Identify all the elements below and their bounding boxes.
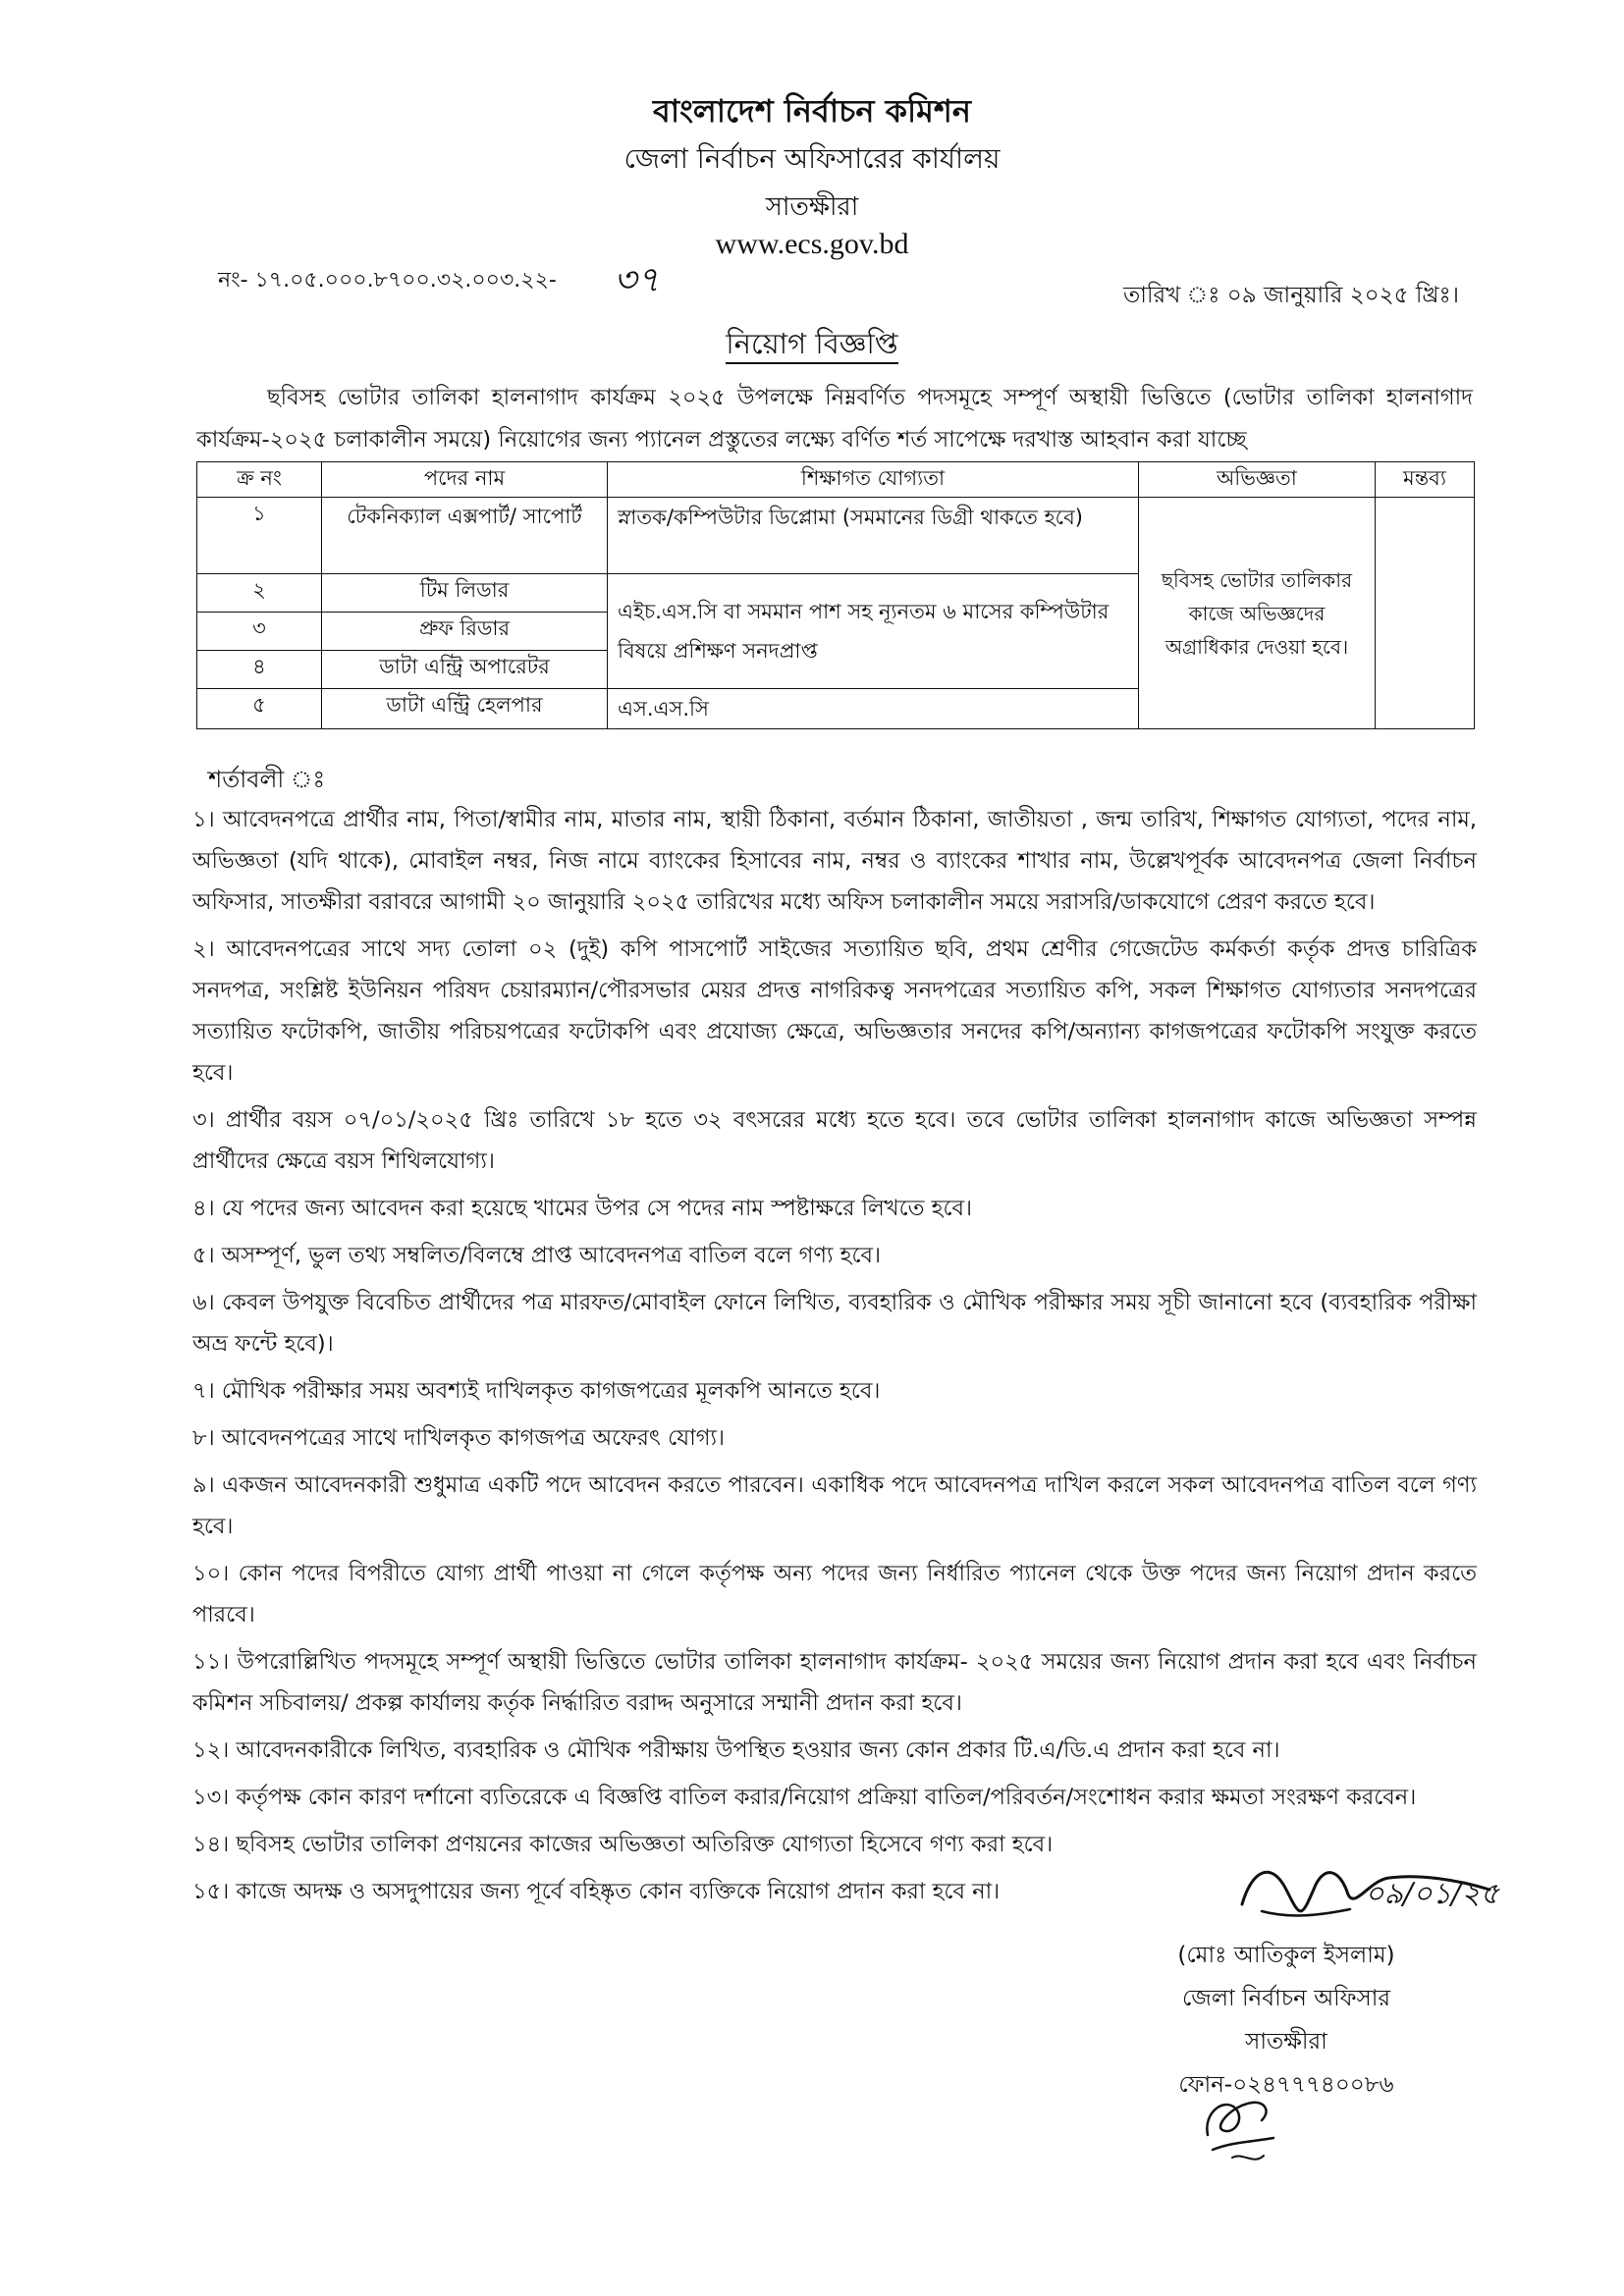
condition-item: ৫। অসম্পূর্ণ, ভুল তথ্য সম্বলিত/বিলম্বে প্রাপ্ত আবেদনপত্র বাতিল বলে গণ্য হবে।: [192, 1243, 882, 1268]
condition-item: ১৫। কাজে অদক্ষ ও অসদুপায়ের জন্য পূর্বে বহিষ্কৃত কোন ব্যক্তিকে নিয়োগ প্রদান করা হবে না।: [192, 1879, 1001, 1904]
row-post: টিম লিডার: [322, 574, 608, 613]
row-qualification: স্নাতক/কম্পিউটার ডিপ্লোমা (সমমানের ডিগ্রী থাকতে হবে): [608, 498, 1139, 574]
signatory-designation: জেলা নির্বাচন অফিসার: [1181, 1986, 1391, 2011]
condition-item: ১২। আবেদনকারীকে লিখিত, ব্যবহারিক ও মৌখিক পরীক্ষায় উপস্থিত হওয়ার জন্য কোন প্রকার টি.এ/ডি.এ প্রদান করা হবে না।: [192, 1737, 1280, 1763]
initials-scrawl: [1193, 2081, 1281, 2169]
signatory-name: (মোঃ আতিকুল ইসলাম): [1177, 1943, 1395, 1968]
intro-paragraph: ছবিসহ ভোটার তালিকা হালনাগাদ কার্যক্রম ২০২৫ উপলক্ষে নিম্নবর্ণিত পদসমূহে সম্পূর্ণ অস্থায়ী ভিত্তিতে (ভোটার তালিকা হালনাগাদ কার্যক্রম-২০২৫ চলাকালীন সময়ে) নিয়োগের জন্য প্যানেল প্রস্তুতের লক্ষ্যে বর্ণিত শর্ত সাপেক্ষে দরখাস্ত আহবান করা যাচ্ছে: [196, 385, 1473, 453]
website: www.ecs.gov.bd: [715, 228, 909, 260]
row-post: ডাটা এন্ট্রি হেলপার: [322, 689, 608, 729]
table-header-row: [197, 462, 1475, 498]
notice-title: নিয়োগ বিজ্ঞপ্তি: [0, 322, 1624, 370]
conditions-heading: শর্তাবলী ঃ: [208, 766, 326, 793]
row-serial: ৩: [197, 613, 322, 651]
row-qualification: এইচ.এস.সি বা সমমান পাশ সহ ন্যূনতম ৬ মাসের কম্পিউটার বিষয়ে প্রশিক্ষণ সনদপ্রাপ্ত: [608, 574, 1139, 689]
condition-item: ১০। কোন পদের বিপরীতে যোগ্য প্রার্থী পাওয়া না গেলে কর্তৃপক্ষ অন্য পদের জন্য নির্ধারিত প্যানেল থেকে উক্ত পদের জন্য নিয়োগ প্রদান করতে পারবে।: [192, 1561, 1477, 1628]
signatory-phone: ফোন-০২৪৭৭৭৪০০৮৬: [1178, 2072, 1394, 2098]
row-serial: ৪: [197, 651, 322, 689]
header-post: পদের নাম: [322, 462, 608, 498]
row-post: প্রুফ রিডার: [322, 613, 608, 651]
condition-item: ৩। প্রার্থীর বয়স ০৭/০১/২০২৫ খ্রিঃ তারিখে ১৮ হতে ৩২ বৎসরের মধ্যে হতে হবে। তবে ভোটার তালিকা হালনাগাদ কাজে অভিজ্ঞতা সম্পন্ন প্রার্থীদের ক্ষেত্রে বয়স শিথিলযোগ্য।: [192, 1107, 1477, 1174]
condition-item: ৮। আবেদনপত্রের সাথে দাখিলকৃত কাগজপত্র অফেরৎ যোগ্য।: [192, 1425, 726, 1451]
header-experience: অভিজ্ঞতা: [1139, 462, 1376, 498]
condition-item: ৭। মৌখিক পরীক্ষার সময় অবশ্যই দাখিলকৃত কাগজপত্রের মূলকপি আনতে হবে।: [192, 1378, 881, 1404]
posts-table: [196, 461, 1475, 729]
header-remarks: মন্তব্য: [1376, 462, 1475, 498]
signature-handwritten-date: ০৯/০১/২৫: [1365, 1877, 1500, 1911]
condition-item: ১৪। ছবিসহ ভোটার তালিকা প্রণয়নের কাজের অভিজ্ঞতা অতিরিক্ত যোগ্যতা হিসেবে গণ্য করা হবে।: [192, 1832, 1054, 1857]
conditions-list: [192, 799, 1477, 1918]
row-serial: ৫: [197, 689, 322, 729]
condition-item: ১৩। কর্তৃপক্ষ কোন কারণ দর্শানো ব্যতিরেকে এ বিজ্ঞপ্তি বাতিল করার/নিয়োগ প্রক্রিয়া বাতিল/পরিবর্তন/সংশোধন করার ক্ষমতা সংরক্ষণ করবেন।: [192, 1785, 1417, 1810]
row-qualification: এস.এস.সি: [608, 689, 1139, 729]
signatory-district: সাতক্ষীরা: [1245, 2029, 1327, 2055]
remarks-cell: [1376, 498, 1475, 729]
office-name: জেলা নির্বাচন অফিসারের কার্যালয়: [623, 142, 1001, 175]
memo-handwritten-suffix: ৩৭: [614, 260, 660, 300]
signature-block: [1119, 1934, 1453, 2107]
condition-item: ১। আবেদনপত্রে প্রার্থীর নাম, পিতা/স্বামীর নাম, মাতার নাম, স্থায়ী ঠিকানা, বর্তমান ঠিকানা, জাতীয়তা , জন্ম তারিখ, শিক্ষাগত যোগ্যতা, পদের নাম, অভিজ্ঞতা (যদি থাকে), মোবাইল নম্বর, নিজ নামে ব্যাংকের হিসাবের নাম, নম্বর ও ব্যাংকের শাখার নাম, উল্লেখপূর্বক আবেদনপত্র জেলা নির্বাচন অফিসার, সাতক্ষীরা বরাবরে আগামী ২০ জানুয়ারি ২০২৫ তারিখের মধ্যে অফিস চলাকালীন সময়ে সরাসরি/ডাকযোগে প্রেরণ করতে হবে।: [192, 807, 1477, 915]
district-name: সাতক্ষীরা: [765, 192, 859, 222]
notice-date: তারিখ ঃ ০৯ জানুয়ারি ২০২৫ খ্রিঃ।: [1123, 283, 1459, 308]
condition-item: ১১। উপরোল্লিখিত পদসমূহে সম্পূর্ণ অস্থায়ী ভিত্তিতে ভোটার তালিকা হালনাগাদ কার্যক্রম- ২০২৫ সময়ের জন্য নিয়োগ প্রদান করা হবে এবং নির্বাচন কমিশন সচিবালয়/ প্রকল্প কার্যালয় কর্তৃক নির্দ্ধারিত বরাদ্দ অনুসারে সম্মানী প্রদান করা হবে।: [192, 1649, 1477, 1716]
row-serial: ১: [197, 498, 322, 574]
condition-item: ৬। কেবল উপযুক্ত বিবেচিত প্রার্থীদের পত্র মারফত/মোবাইল ফোনে লিখিত, ব্যবহারিক ও মৌখিক পরীক্ষার সময় সূচী জানানো হবে (ব্যবহারিক পরীক্ষা অভ্র ফন্টে হবে)।: [192, 1290, 1477, 1357]
table-row: [197, 498, 1475, 574]
experience-cell: ছবিসহ ভোটার তালিকার কাজে অভিজ্ঞদের অগ্রাধিকার দেওয়া হবে।: [1139, 498, 1376, 729]
memo-number: নং- ১৭.০৫.০০০.৮৭০০.৩২.০০৩.২২-: [218, 268, 557, 293]
condition-item: ২। আবেদনপত্রের সাথে সদ্য তোলা ০২ (দুই) কপি পাসপোর্ট সাইজের সত্যায়িত ছবি, প্রথম শ্রেণীর গেজেটেড কর্মকর্তা কর্তৃক প্রদত্ত চারিত্রিক সনদপত্র, সংশ্লিষ্ট ইউনিয়ন পরিষদ চেয়ারম্যান/পৌরসভার মেয়র প্রদত্ত নাগরিকত্ব সনদপত্রের সত্যায়িত কপি, সকল শিক্ষাগত যোগ্যতার সনদপত্রের সত্যায়িত ফটোকপি, জাতীয় পরিচয়পত্রের ফটোকপি এবং প্রযোজ্য ক্ষেত্রে, অভিজ্ঞতার সনদের কপি/অন্যান্য কাগজপত্রের ফটোকপি সংযুক্ত করতে হবে।: [192, 936, 1477, 1086]
row-post: টেকনিক্যাল এক্সপার্ট/ সাপোর্ট: [322, 498, 608, 574]
org-name: বাংলাদেশ নির্বাচন কমিশন: [653, 92, 971, 130]
row-serial: ২: [197, 574, 322, 613]
condition-item: ৪। যে পদের জন্য আবেদন করা হয়েছে খামের উপর সে পদের নাম স্পষ্টাক্ষরে লিখতে হবে।: [192, 1196, 973, 1221]
header-qualification: শিক্ষাগত যোগ্যতা: [608, 462, 1139, 498]
header-serial: ক্র নং: [197, 462, 322, 498]
row-post: ডাটা এন্ট্রি অপারেটর: [322, 651, 608, 689]
condition-item: ৯। একজন আবেদনকারী শুধুমাত্র একটি পদে আবেদন করতে পারবেন। একাধিক পদে আবেদনপত্র দাখিল করলে সকল আবেদনপত্র বাতিল বলে গণ্য হবে।: [192, 1472, 1477, 1539]
